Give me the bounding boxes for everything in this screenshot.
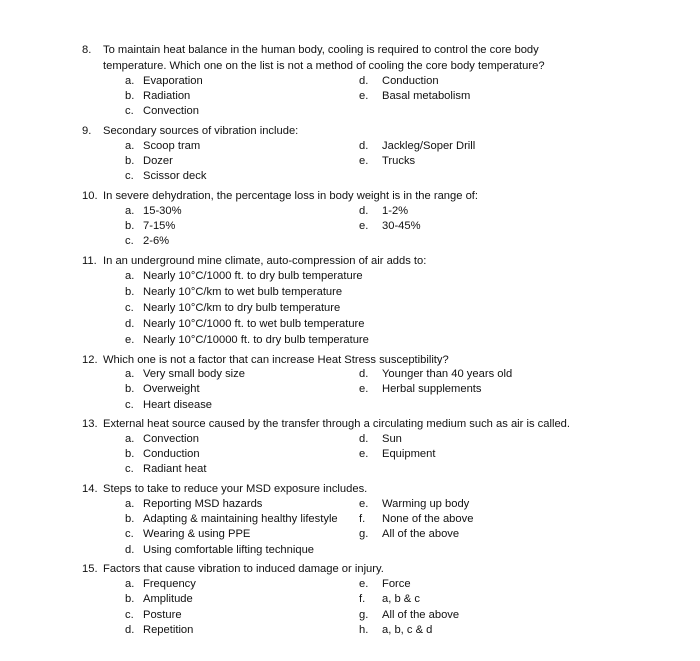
question-line: temperature. Which one on the list is not a method of cooling the core body temperature? — [103, 60, 545, 72]
option-10c: c. 2-6% — [125, 235, 170, 247]
option-14e: e. Warming up body — [359, 498, 470, 510]
option-15a: a. Frequency — [125, 578, 196, 590]
option-14a: a. Reporting MSD hazards — [125, 498, 263, 510]
option-12c: c. Heart disease — [125, 399, 213, 411]
option-10d: d. 1-2% — [359, 205, 409, 217]
option-13d: d. Sun — [359, 433, 402, 445]
option-8b: b. Radiation — [125, 90, 191, 102]
question-line: To maintain heat balance in the human body, cooling is required to control the core body — [103, 44, 539, 56]
option-11d: d. Nearly 10°C/1000 ft. to wet bulb temperature — [125, 318, 365, 330]
question-text: In severe dehydration, the percentage loss in body weight is in the range of: — [103, 190, 479, 202]
question-number: 9. — [82, 125, 92, 137]
question-number: 12. — [82, 354, 98, 366]
option-13e: e. Equipment — [359, 448, 436, 460]
question-text: Which one is not a factor that can increase Heat Stress susceptibility? — [103, 354, 449, 366]
option-10a: a. 15-30% — [125, 205, 182, 217]
option-8d: d. Conduction — [359, 75, 439, 87]
option-14c: c. Wearing & using PPE — [125, 528, 251, 540]
option-12d: d. Younger than 40 years old — [359, 368, 513, 380]
option-10e: e. 30-45% — [359, 220, 421, 232]
option-9e: e. Trucks — [359, 155, 416, 167]
option-10b: b. 7-15% — [125, 220, 176, 232]
option-15g: g. All of the above — [359, 609, 460, 621]
question-text: External heat source caused by the transfer through a circulating medium such as air is called. — [103, 418, 571, 430]
option-9a: a. Scoop tram — [125, 140, 201, 152]
option-9d: d. Jackleg/Soper Drill — [359, 140, 476, 152]
option-15h: h. a, b, c & d — [359, 624, 433, 636]
option-11c: c. Nearly 10°C/km to dry bulb temperature — [125, 302, 341, 314]
question-number: 13. — [82, 418, 98, 430]
option-15d: d. Repetition — [125, 624, 194, 636]
option-15c: c. Posture — [125, 609, 182, 621]
option-15b: b. Amplitude — [125, 593, 193, 605]
option-9b: b. Dozer — [125, 155, 173, 167]
option-14d: d. Using comfortable lifting technique — [125, 544, 315, 556]
question-number: 14. — [82, 483, 98, 495]
option-13c: c. Radiant heat — [125, 463, 207, 475]
option-12e: e. Herbal supplements — [359, 383, 482, 395]
question-number: 8. — [82, 44, 92, 56]
option-14f: f. None of the above — [359, 513, 474, 525]
question-text: Steps to take to reduce your MSD exposure includes. — [103, 483, 368, 495]
option-13b: b. Conduction — [125, 448, 200, 460]
option-8a: a. Evaporation — [125, 75, 203, 87]
option-13a: a. Convection — [125, 433, 199, 445]
question-number: 10. — [82, 190, 98, 202]
question-text: In an underground mine climate, auto-compression of air adds to: — [103, 255, 427, 267]
question-text: Secondary sources of vibration include: — [103, 125, 299, 137]
option-15f: f. a, b & c — [359, 593, 420, 605]
question-text — [103, 42, 673, 74]
question-number: 11. — [82, 255, 97, 267]
option-14b: b. Adapting & maintaining healthy lifestyle — [125, 513, 338, 525]
question-number: 15. — [82, 563, 98, 575]
option-12a: a. Very small body size — [125, 368, 245, 380]
option-8c: c. Convection — [125, 105, 199, 117]
option-9c: c. Scissor deck — [125, 170, 207, 182]
option-11e: e. Nearly 10°C/10000 ft. to dry bulb temperature — [125, 334, 369, 346]
question-text: Factors that cause vibration to induced damage or injury. — [103, 563, 384, 575]
option-12b: b. Overweight — [125, 383, 200, 395]
option-14g: g. All of the above — [359, 528, 460, 540]
option-15e: e. Force — [359, 578, 411, 590]
option-8e: e. Basal metabolism — [359, 90, 471, 102]
option-11b: b. Nearly 10°C/km to wet bulb temperature — [125, 286, 343, 298]
option-11a: a. Nearly 10°C/1000 ft. to dry bulb temperature — [125, 270, 363, 282]
